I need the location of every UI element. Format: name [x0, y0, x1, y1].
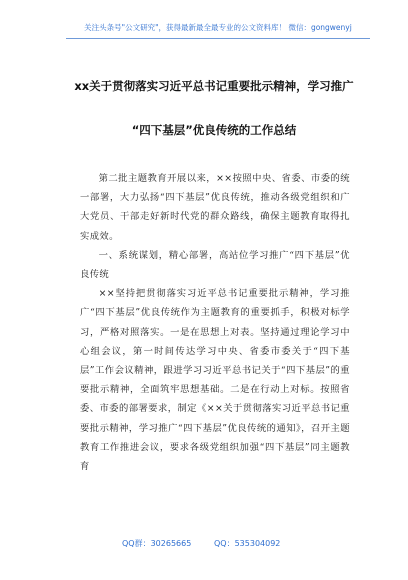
footer-qq: QQ：535304092 — [214, 539, 281, 548]
footer-qq-group: QQ群：30265665 — [122, 539, 192, 548]
body-paragraph: 第二批主题教育开展以来，××按照中央、省委、市委的统一部署，大力弘扬“四下基层”优良传统，推动各级党组织和广大党员、干部走好新时代党的群众路线，确保主题教育取得扎实成效。 — [80, 173, 350, 242]
section-heading: 一、系统谋划，精心部署，高站位学习推广“四下基层”优良传统 — [80, 249, 350, 281]
body-paragraph: ××坚持把贯彻落实习近平总书记重要批示精神，学习推广“四下基层”优良传统作为主题教育的重要抓手，积极对标学习，严格对照落实。一是在思想上对表。坚持通过理论学习中心组会议，第一时间传达学习中央、省委市委关于“四下基层”工作会议精神，跟进学习习近平总书记关于“四下基层”的重要批示精神，全面筑牢思想基础。二是在行动上对标。按照省委、市委的部署要求，制定《××关于贯彻落实习近平总书记重要批示精神，学习推广“四下基层”优良传统的通知》，召开主题教育工作推进会议，要求各级党组织加强“四下基层”同主题教育 — [80, 288, 350, 473]
document-title-line-1: xx关于贯彻落实习近平总书记重要批示精神，学习推广 — [74, 79, 354, 93]
document-body — [80, 169, 350, 476]
header-banner: 关注头条号"公文研究"，获得最新最全最专业的公文资料库！ 微信：gongwenyj — [84, 23, 352, 32]
document-title-line-2: “四下基层”优良传统的工作总结 — [131, 123, 297, 137]
header-divider — [66, 38, 370, 39]
